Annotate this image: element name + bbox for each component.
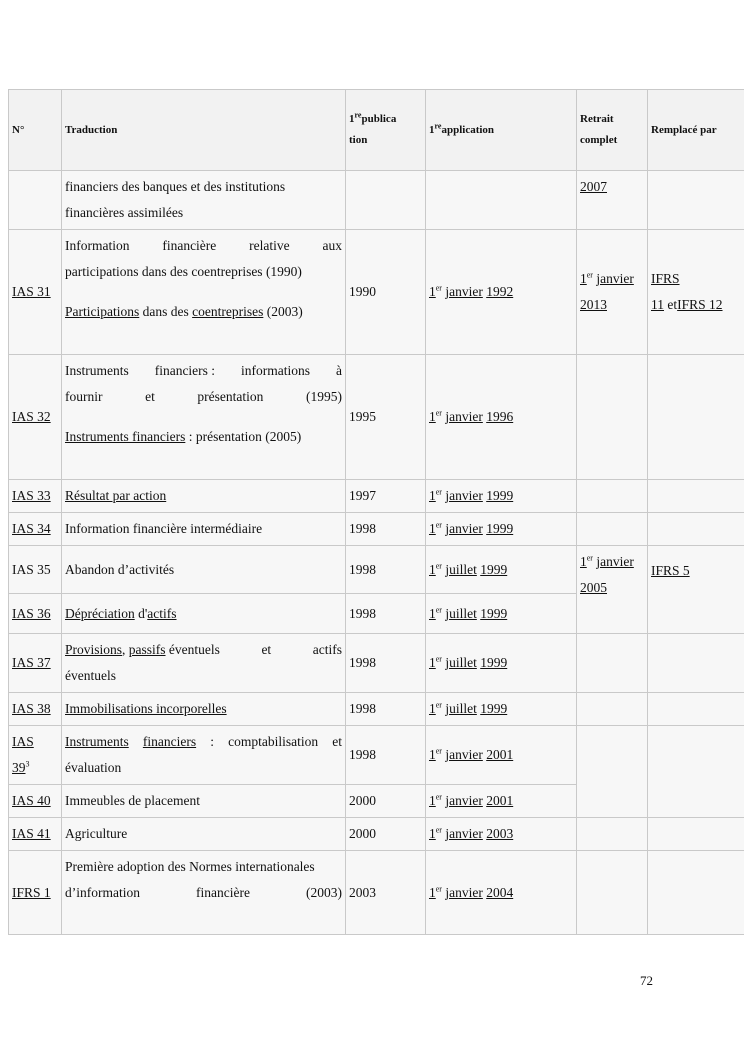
application-date: 1er janvier 2003 xyxy=(426,818,577,851)
standard-number[interactable]: IAS 38 xyxy=(9,693,62,726)
translation-cell: Abandon d’activités xyxy=(62,546,346,594)
header-first-publication: 1republica tion xyxy=(346,90,426,171)
publication-year: 1997 xyxy=(346,480,426,513)
standard-number[interactable]: IAS $39^3$ xyxy=(9,726,62,785)
table-row xyxy=(9,851,744,935)
table-row xyxy=(9,513,744,546)
application-date: 1er janvier 1999 xyxy=(426,480,577,513)
translation-cell: Résultat par action xyxy=(62,480,346,513)
publication-year: 2000 xyxy=(346,818,426,851)
translation-cell: Instruments financiers : comptabilisation et évaluation xyxy=(62,726,346,785)
translation-cell: Provisions, passifs éventuels et actifs éventuels xyxy=(62,634,346,693)
application-date: 1er janvier 1999 xyxy=(426,513,577,546)
application-date: 1er janvier 2004 xyxy=(426,851,577,935)
translation-cell: Première adoption des Normes internationales d’information financière (2003) xyxy=(62,851,346,935)
replaced-by-cell[interactable]: IFRS 5 xyxy=(648,546,744,634)
publication-year: 1998 xyxy=(346,594,426,634)
header-replaced-by: Remplacé par xyxy=(648,90,744,171)
table-row xyxy=(9,693,744,726)
translation-cell: Immeubles de placement xyxy=(62,785,346,818)
standard-number[interactable]: IAS 37 xyxy=(9,634,62,693)
table-row xyxy=(9,480,744,513)
table-row xyxy=(9,546,744,594)
application-date: 1er juillet 1999 xyxy=(426,634,577,693)
header-first-application: 1reapplication xyxy=(426,90,577,171)
header-withdrawal: Retrait complet xyxy=(577,90,648,171)
withdrawal-cell: 1er janvier 2005 xyxy=(577,546,648,634)
standard-number: IAS 35 xyxy=(9,546,62,594)
publication-year: 1995 xyxy=(346,355,426,480)
publication-year: 2000 xyxy=(346,785,426,818)
table-row xyxy=(9,634,744,693)
publication-year: 1998 xyxy=(346,546,426,594)
application-date: 1er juillet 1999 xyxy=(426,693,577,726)
standard-number[interactable]: IAS 33 xyxy=(9,480,62,513)
standard-number[interactable]: IAS 34 xyxy=(9,513,62,546)
standard-number[interactable]: IAS 31 xyxy=(9,230,62,355)
application-date: 1er janvier 1996 xyxy=(426,355,577,480)
application-date: 1er janvier 2001 xyxy=(426,785,577,818)
table-row xyxy=(9,726,744,785)
standard-number[interactable]: IAS 36 xyxy=(9,594,62,634)
translation-cell: Information financière relative aux participations dans des coentreprises (1990) Participations dans des coentreprises (2003) xyxy=(62,230,346,355)
translation-cell: Dépréciation d'actifs xyxy=(62,594,346,634)
table-header-row xyxy=(9,90,744,171)
withdrawal-cell: 2007 xyxy=(577,171,648,230)
application-date: 1er janvier 1992 xyxy=(426,230,577,355)
application-date: 1er janvier 2001 xyxy=(426,726,577,785)
table-row xyxy=(9,171,744,230)
translation-cell: financiers des banques et des institutions financières assimilées xyxy=(62,171,346,230)
table-row xyxy=(9,355,744,480)
standard-number[interactable]: IFRS 1 xyxy=(9,851,62,935)
header-number: N° xyxy=(9,90,62,171)
replaced-by-cell: IFRS 11 etIFRS 12 xyxy=(648,230,744,355)
table-row xyxy=(9,818,744,851)
translation-cell: Instruments financiers : informations à fournir et présentation (1995) Instruments financiers : présentation (2005) xyxy=(62,355,346,480)
translation-cell: Agriculture xyxy=(62,818,346,851)
publication-year: 1998 xyxy=(346,513,426,546)
publication-year: 1990 xyxy=(346,230,426,355)
publication-year: 1998 xyxy=(346,726,426,785)
translation-cell: Immobilisations incorporelles xyxy=(62,693,346,726)
header-translation: Traduction xyxy=(62,90,346,171)
withdrawal-cell: 1er janvier 2013 xyxy=(577,230,648,355)
publication-year: 2003 xyxy=(346,851,426,935)
publication-year: 1998 xyxy=(346,693,426,726)
application-date: 1er juillet 1999 xyxy=(426,594,577,634)
table-row xyxy=(9,230,744,355)
standard-number[interactable]: IAS 32 xyxy=(9,355,62,480)
standard-number[interactable]: IAS 40 xyxy=(9,785,62,818)
application-date: 1er juillet 1999 xyxy=(426,546,577,594)
standards-table xyxy=(8,89,744,935)
document-page xyxy=(8,89,744,935)
page-number: 72 xyxy=(640,973,653,988)
standard-number[interactable]: IAS 41 xyxy=(9,818,62,851)
publication-year: 1998 xyxy=(346,634,426,693)
translation-cell: Information financière intermédiaire xyxy=(62,513,346,546)
